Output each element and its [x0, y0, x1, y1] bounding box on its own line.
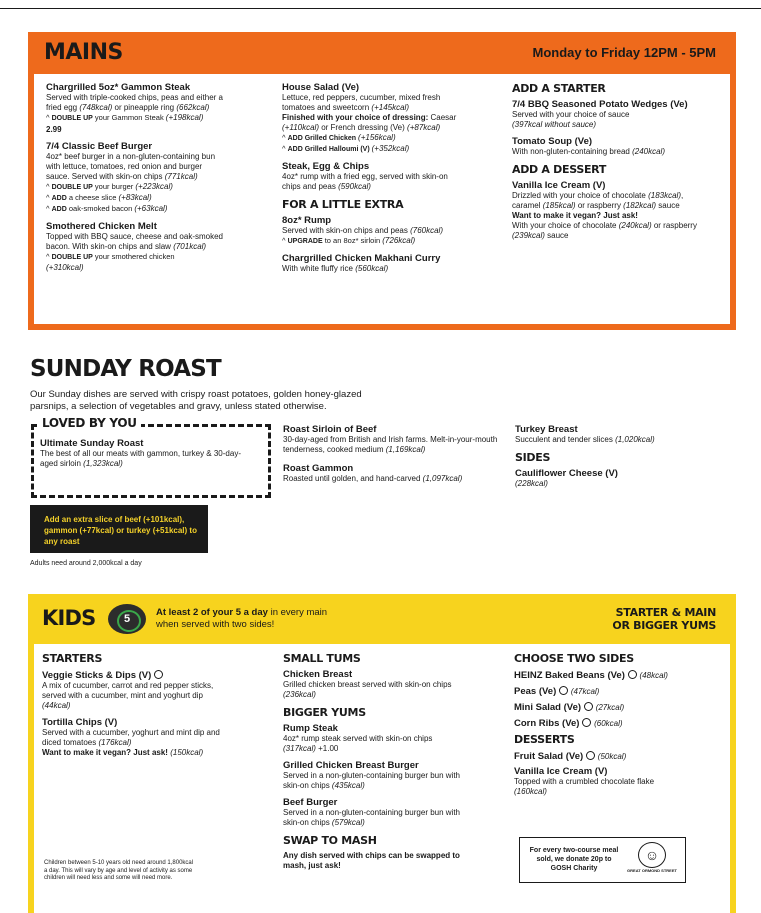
vegan-note: Want to make it vegan? Just ask! (150kcal)	[42, 748, 204, 757]
item-name: Rump Steak	[283, 723, 338, 734]
menu-item-tomato-soup	[512, 136, 702, 157]
menu-item-chicken-burger	[283, 760, 463, 791]
item-desc: Served with a cucumber, yoghurt and mint dip and diced tomatoes (176kcal)	[42, 728, 220, 747]
item-desc: 4oz* rump steak served with skin-on chips (317kcal) +1.00	[283, 734, 433, 753]
menu-item-beef-burger	[283, 797, 463, 828]
vegetarian-icon	[586, 751, 595, 760]
dessert-fruit-salad: Fruit Salad (Ve) (50kcal)	[514, 751, 627, 762]
item-name: Smothered Chicken Melt	[46, 221, 157, 232]
upgrade-line: ^ UPGRADE to an 8oz* sirloin (726kcal)	[282, 236, 416, 245]
section-heading-sides: CHOOSE TWO SIDES	[514, 652, 634, 665]
section-heading-starters: STARTERS	[42, 652, 103, 665]
loved-by-you-title: LOVED BY YOU	[38, 416, 141, 430]
mains-column-1	[46, 82, 224, 279]
menu-item-house-salad	[282, 82, 462, 155]
menu-item-curry	[282, 253, 462, 274]
sunday-column-3	[515, 424, 715, 495]
mains-panel	[34, 74, 730, 324]
kids-section	[28, 594, 736, 913]
gosh-text: For every two-course meal sold, we donate 20p to GOSH Charity	[529, 847, 619, 872]
upgrade-line: ^ ADD Grilled Chicken (+156kcal)	[282, 133, 396, 142]
item-desc: Topped with BBQ sauce, cheese and oak-smoked bacon. With skin-on chips and slaw (701kcal)	[46, 232, 223, 251]
menu-item-tortilla-chips	[42, 717, 227, 758]
five-a-day-text: At least 2 of your 5 a day in every main when served with two sides!	[156, 607, 328, 630]
item-name: Grilled Chicken Breast Burger	[283, 760, 419, 771]
kids-title: KIDS	[42, 606, 96, 630]
item-desc: Served with triple-cooked chips, peas and either a fried egg (748kcal) or pineapple ring (662kcal)	[46, 93, 223, 112]
top-rule	[0, 8, 761, 9]
menu-item-cauliflower-cheese	[515, 468, 715, 489]
item-name: 7/4 BBQ Seasoned Potato Wedges (Ve)	[512, 99, 688, 110]
item-desc: The best of all our meats with gammon, turkey & 30-day-aged sirloin (1,323kcal)	[40, 449, 241, 468]
item-desc: Lettuce, red peppers, cucumber, mixed fresh tomatoes and sweetcorn (+145kcal)	[282, 93, 441, 112]
menu-item-chicken-melt	[46, 221, 224, 273]
item-kcal: (228kcal)	[515, 479, 548, 488]
upgrade-line: ^ DOUBLE UP your smothered chicken (+310kcal)	[46, 252, 175, 272]
menu-item-gammon	[46, 82, 224, 135]
item-name: Turkey Breast	[515, 424, 578, 435]
item-name: Vanilla Ice Cream (V)	[514, 766, 608, 777]
gosh-logo-icon: ☺ GREAT ORMOND STREET	[627, 842, 677, 878]
item-name: Chargrilled 5oz* Gammon Steak	[46, 82, 191, 93]
item-name: Roast Sirloin of Beef	[283, 424, 377, 435]
menu-item-roast-gammon	[283, 463, 498, 484]
item-desc: With white fluffy rice (560kcal)	[282, 264, 389, 273]
section-heading-swap-mash: SWAP TO MASH	[283, 834, 377, 847]
menu-item-steak-egg	[282, 161, 462, 192]
item-name: Ultimate Sunday Roast	[40, 438, 144, 449]
sunday-intro: Our Sunday dishes are served with crispy roast potatoes, golden honey-glazed parsnips, a selection of vegetables and gravy, unless stated otherwise.	[30, 389, 362, 412]
item-name: Chargrilled Chicken Makhani Curry	[282, 253, 441, 264]
extra-slice-box	[30, 505, 208, 553]
menu-item-wedges	[512, 99, 702, 130]
vegetarian-icon	[628, 670, 637, 679]
item-desc: 4oz* rump with a fried egg, served with skin-on chips and peas (590kcal)	[282, 172, 448, 191]
item-name: Veggie Sticks & Dips (V)	[42, 669, 227, 681]
item-desc: 30-day-aged from British and Irish farms. Melt-in-your-mouth tenderness, cooked medium (1,169kcal)	[283, 435, 498, 454]
side-peas: Peas (Ve) (47kcal)	[514, 686, 600, 697]
item-name: Cauliflower Cheese (V)	[515, 468, 618, 479]
section-heading-small-tums: SMALL TUMS	[283, 652, 361, 665]
mains-column-2	[282, 82, 462, 280]
item-desc: Served with skin-on chips and peas (760kcal)	[282, 226, 443, 235]
mains-section	[28, 32, 736, 330]
adults-kcal-note: Adults need around 2,000kcal a day	[30, 560, 142, 567]
upgrade-line: ^ ADD Grilled Halloumi (V) (+352kcal)	[282, 144, 410, 153]
menu-item-vanilla-ice-cream	[512, 180, 702, 241]
item-name: Vanilla Ice Cream (V)	[512, 180, 606, 191]
upgrade-line: ^ DOUBLE UP your burger (+223kcal)	[46, 182, 173, 191]
side-mini-salad: Mini Salad (Ve) (27kcal)	[514, 702, 625, 713]
kids-offer-heading: STARTER & MAIN OR BIGGER YUMS	[612, 606, 716, 632]
gosh-charity-box	[519, 837, 686, 883]
vegetarian-icon	[559, 686, 568, 695]
item-desc: Grilled chicken breast served with skin-on chips (236kcal)	[283, 680, 452, 699]
upgrade-line: ^ DOUBLE UP your Gammon Steak (+198kcal)	[46, 113, 204, 122]
section-heading-dessert: ADD A DESSERT	[512, 163, 607, 176]
vegan-note: Want to make it vegan? Just ask!	[512, 211, 638, 220]
menu-item-chicken-breast	[283, 669, 463, 700]
menu-item-veggie-sticks	[42, 669, 227, 711]
item-desc: Served with your choice of sauce (397kcal without sauce)	[512, 110, 630, 129]
kids-column-1	[42, 652, 227, 764]
mains-hours: Monday to Friday 12PM - 5PM	[532, 45, 716, 60]
five-a-day-icon: 5	[108, 604, 146, 634]
dressing-line: Finished with your choice of dressing: Caesar (+110kcal) or French dressing (Ve) (+87kcal)	[282, 113, 457, 132]
menu-item-kids-rump	[283, 723, 463, 754]
extra-slice-text: Add an extra slice of beef (+101kcal), gammon (+77kcal) or turkey (+51kcal) to any roast	[44, 515, 197, 546]
section-heading-starter: ADD A STARTER	[512, 82, 606, 95]
mains-title: MAINS	[44, 40, 123, 65]
item-name: House Salad (Ve)	[282, 82, 360, 93]
item-name: Roast Gammon	[283, 463, 354, 474]
vegetarian-icon	[154, 670, 163, 679]
upgrade-line: ^ ADD a cheese slice (+83kcal)	[46, 193, 152, 202]
side-beans: HEINZ Baked Beans (Ve) (48kcal)	[514, 670, 668, 681]
item-desc: A mix of cucumber, carrot and red pepper sticks, served with a cucumber, mint and yoghurt dip (44kcal)	[42, 681, 214, 710]
vegetarian-icon	[582, 718, 591, 727]
sunday-column-2	[283, 424, 498, 490]
mains-column-3	[512, 82, 702, 247]
kids-panel	[34, 644, 730, 913]
item-name: Tomato Soup (Ve)	[512, 136, 593, 147]
item-desc: Topped with a crumbled chocolate flake (160kcal)	[514, 777, 655, 796]
price: 2.99	[46, 125, 62, 134]
children-kcal-note: Children between 5-10 years old need around 1,800kcal a day. This will vary by age and level of activity as some children will need less and some will need more.	[44, 860, 194, 881]
menu-item-burger	[46, 141, 224, 215]
swap-desc: Any dish served with chips can be swapped to mash, just ask!	[283, 851, 460, 870]
kids-column-2	[283, 652, 463, 871]
item-desc: Succulent and tender slices (1,020kcal)	[515, 435, 655, 444]
menu-item-kids-ice-cream	[514, 766, 714, 797]
item-desc: Roasted until golden, and hand-carved (1,097kcal)	[283, 474, 463, 483]
section-heading-bigger-yums: BIGGER YUMS	[283, 706, 366, 719]
menu-item-sirloin	[283, 424, 498, 455]
kids-column-3	[514, 652, 714, 803]
item-name: 8oz* Rump	[282, 215, 332, 226]
upgrade-line: ^ ADD oak-smoked bacon (+63kcal)	[46, 204, 168, 213]
side-corn-ribs: Corn Ribs (Ve) (60kcal)	[514, 718, 623, 729]
section-heading-sides: SIDES	[515, 451, 551, 464]
item-name: 7/4 Classic Beef Burger	[46, 141, 153, 152]
item-name: Steak, Egg & Chips	[282, 161, 370, 172]
menu-item-ultimate-roast	[40, 438, 255, 469]
menu-item-turkey	[515, 424, 715, 445]
sunday-title: SUNDAY ROAST	[30, 356, 221, 382]
item-name: Beef Burger	[283, 797, 338, 808]
section-heading-extra: FOR A LITTLE EXTRA	[282, 198, 404, 211]
item-name: Tortilla Chips (V)	[42, 717, 118, 728]
item-desc: With non-gluten-containing bread (240kcal)	[512, 147, 665, 156]
item-name: Chicken Breast	[283, 669, 353, 680]
vegan-desc: With your choice of chocolate (240kcal) or raspberry (239kcal) sauce	[512, 221, 697, 240]
item-desc: 4oz* beef burger in a non-gluten-containing bun with lettuce, tomatoes, red onion and burger sauce. Served with skin-on chips (771kcal)	[46, 152, 216, 181]
item-desc: Drizzled with your choice of chocolate (183kcal), caramel (185kcal) or raspberry (182kcal) sauce	[512, 191, 684, 210]
item-desc: Served in a non-gluten-containing burger bun with skin-on chips (579kcal)	[283, 808, 461, 827]
menu-item-rump	[282, 215, 462, 247]
section-heading-desserts: DESSERTS	[514, 733, 575, 746]
vegetarian-icon	[584, 702, 593, 711]
item-desc: Served in a non-gluten-containing burger bun with skin-on chips (435kcal)	[283, 771, 461, 790]
